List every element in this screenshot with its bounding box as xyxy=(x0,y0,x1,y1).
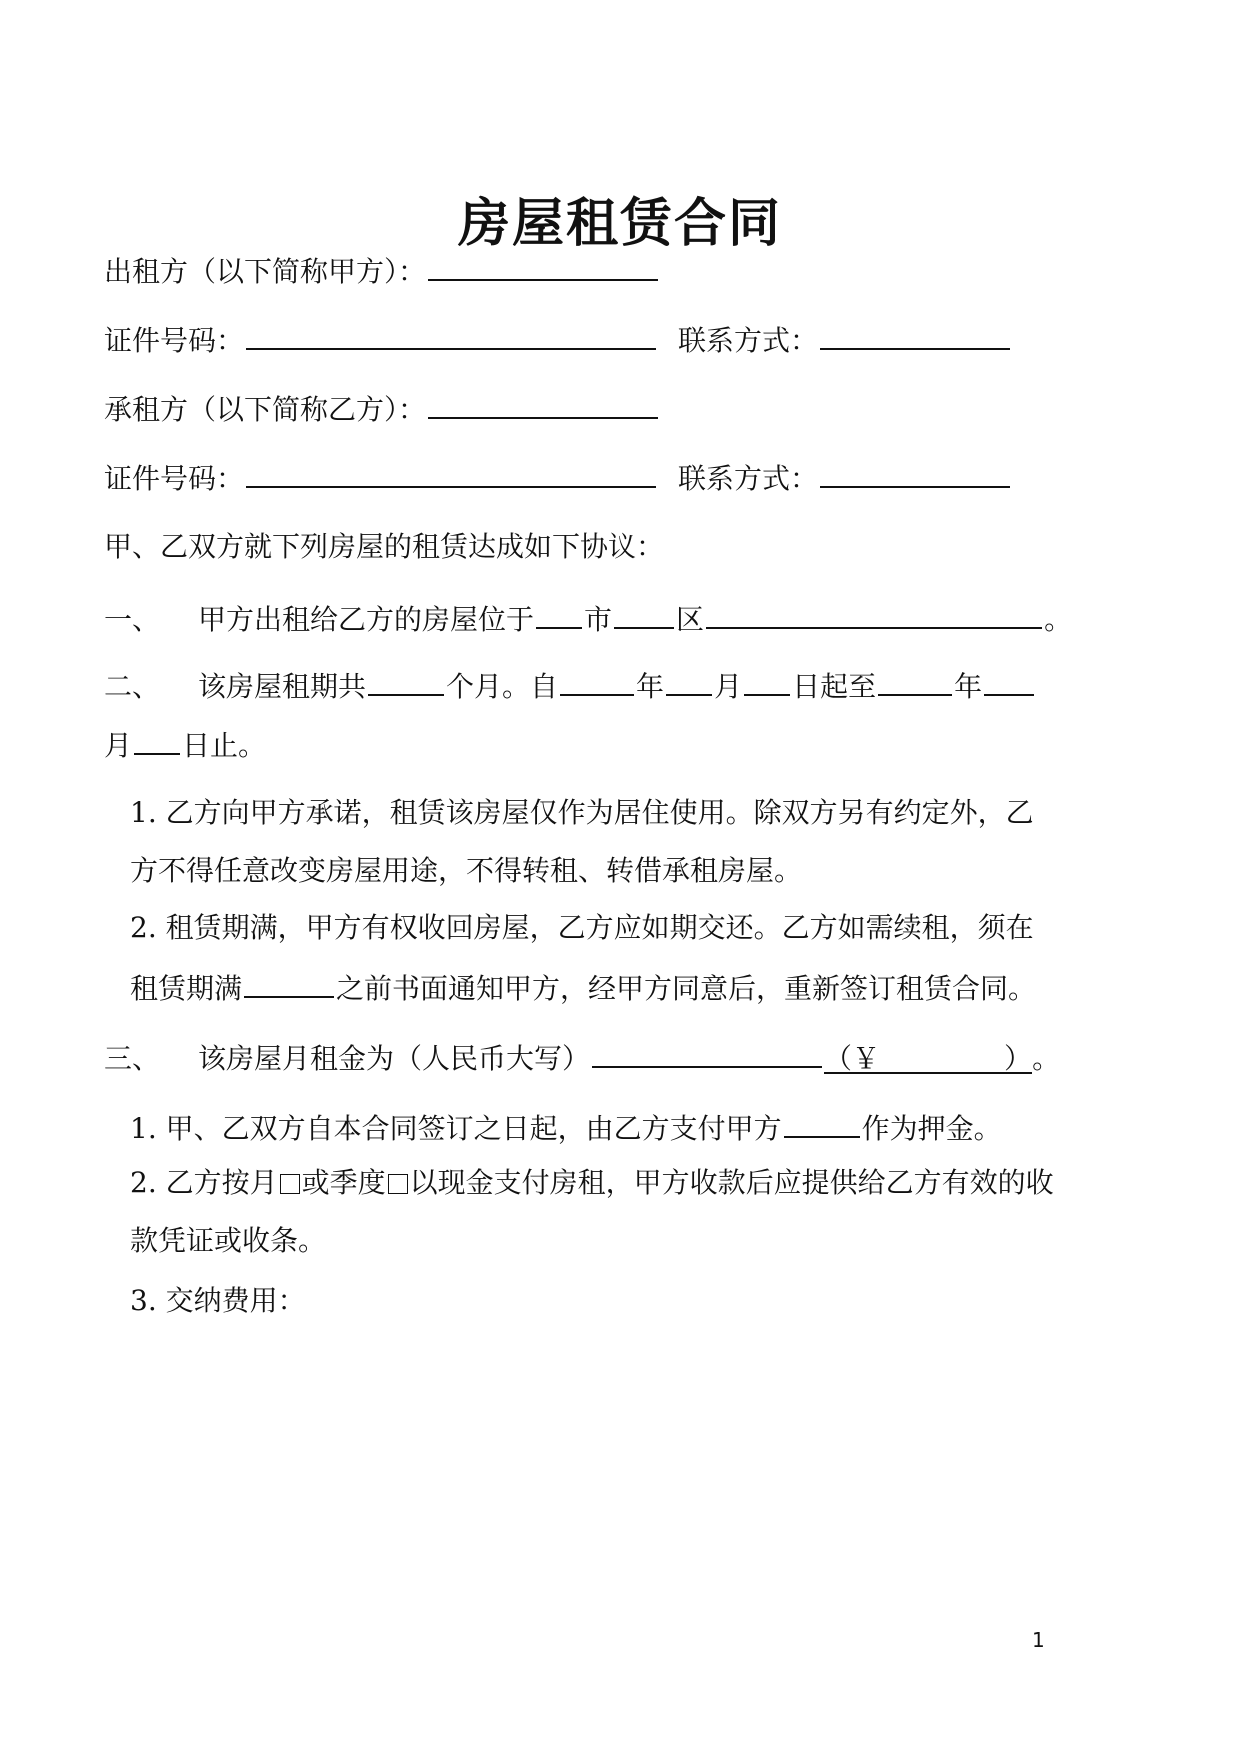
start-year-label: 年 xyxy=(636,670,665,703)
city-label: 市 xyxy=(584,603,613,636)
article-3-item-1 xyxy=(130,1110,1002,1146)
lessor-id-label: 证件号码： xyxy=(104,324,245,357)
term-label: 该房屋租期共 xyxy=(198,670,367,703)
term-months-blank[interactable] xyxy=(368,668,444,696)
lessee-id-line xyxy=(104,460,658,496)
article-3-number: 三、 xyxy=(104,1042,161,1075)
district-label: 区 xyxy=(676,603,705,636)
end-month-blank[interactable] xyxy=(984,668,1034,696)
deposit-end: 作为押金。 xyxy=(861,1112,1002,1145)
rent-words-blank[interactable] xyxy=(592,1040,822,1068)
lessee-id-blank[interactable] xyxy=(246,460,656,488)
yuan-close: ） xyxy=(1004,1042,1033,1075)
article-2 xyxy=(104,668,1036,704)
pay-monthly-label: 2. 乙方按月 xyxy=(130,1166,278,1199)
lessee-id-label: 证件号码： xyxy=(104,462,245,495)
to-label: 日起至 xyxy=(792,670,877,703)
article-2-item-1-line2: 方不得任意改变房屋用途，不得转租、转借承租房屋。 xyxy=(130,854,803,887)
start-month-label: 月 xyxy=(714,670,743,703)
end-month-label: 月 xyxy=(104,729,133,762)
lessor-name-blank[interactable] xyxy=(428,253,658,281)
article-2-item-2-line1: 2. 租赁期满，甲方有权收回房屋，乙方应如期交还。乙方如需续租，须在 xyxy=(130,911,1034,944)
start-day-blank[interactable] xyxy=(744,668,790,696)
notice-period-blank[interactable] xyxy=(244,970,334,998)
from-label: 个月。自 xyxy=(446,670,559,703)
article-2-line2 xyxy=(104,727,266,763)
start-month-blank[interactable] xyxy=(666,668,712,696)
lessee-line xyxy=(104,391,660,427)
document-title: 房屋租赁合同 xyxy=(457,194,782,254)
district-blank[interactable] xyxy=(614,601,674,629)
article-1-text: 甲方出租给乙方的房屋位于 xyxy=(198,603,535,636)
article-3-item-2-line1 xyxy=(130,1166,1054,1200)
end-day-label: 日止。 xyxy=(182,729,267,762)
deposit-blank[interactable] xyxy=(784,1110,860,1138)
agreement-intro: 甲、乙双方就下列房屋的租赁达成如下协议： xyxy=(104,530,665,563)
article-3-item-3: 3. 交纳费用： xyxy=(130,1284,306,1317)
lessor-contact-label: 联系方式： xyxy=(678,324,819,357)
lessor-contact-blank[interactable] xyxy=(820,322,1010,350)
end-year-label: 年 xyxy=(954,670,983,703)
lessee-contact-label: 联系方式： xyxy=(678,462,819,495)
lessor-line xyxy=(104,253,660,289)
quarterly-checkbox[interactable] xyxy=(388,1174,408,1194)
pay-quarterly-label: 或季度 xyxy=(301,1166,386,1199)
article-1 xyxy=(104,601,1072,637)
monthly-checkbox[interactable] xyxy=(280,1174,300,1194)
article-2-number: 二、 xyxy=(104,670,161,703)
city-blank[interactable] xyxy=(536,601,582,629)
lessee-label: 承租方（以下简称乙方）： xyxy=(104,393,427,426)
renewal-text: 之前书面通知甲方，经甲方同意后，重新签订租赁合同。 xyxy=(336,972,1037,1005)
lease-expiry-label: 租赁期满 xyxy=(130,972,243,1005)
end-day-blank[interactable] xyxy=(134,727,180,755)
page-number: 1 xyxy=(1032,1628,1045,1652)
lessee-contact-line xyxy=(678,460,1012,496)
lessor-label: 出租方（以下简称甲方）： xyxy=(104,255,427,288)
address-blank[interactable] xyxy=(706,601,1042,629)
article-3-item-2-line2: 款凭证或收条。 xyxy=(130,1224,327,1257)
payment-text: 以现金支付房租，甲方收款后应提供给乙方有效的收 xyxy=(409,1166,1054,1199)
article-1-number: 一、 xyxy=(104,603,161,636)
lessee-name-blank[interactable] xyxy=(428,391,658,419)
article-3 xyxy=(104,1040,1060,1076)
end-year-blank[interactable] xyxy=(878,668,952,696)
yuan-open: （￥ xyxy=(824,1042,881,1075)
deposit-text: 1. 甲、乙双方自本合同签订之日起，由乙方支付甲方 xyxy=(130,1112,782,1145)
article-3-end: 。 xyxy=(1032,1042,1061,1075)
lessor-id-blank[interactable] xyxy=(246,322,656,350)
rent-figure-group xyxy=(824,1042,1032,1074)
lessee-contact-blank[interactable] xyxy=(820,460,1010,488)
article-2-item-1-line1: 1. 乙方向甲方承诺，租赁该房屋仅作为居住使用。除双方另有约定外，乙 xyxy=(130,796,1034,829)
article-1-end: 。 xyxy=(1044,603,1073,636)
article-2-item-2-line2 xyxy=(130,970,1036,1006)
start-year-blank[interactable] xyxy=(560,668,634,696)
lessor-contact-line xyxy=(678,322,1012,358)
lessor-id-line xyxy=(104,322,658,358)
rent-label: 该房屋月租金为（人民币大写） xyxy=(198,1042,591,1075)
